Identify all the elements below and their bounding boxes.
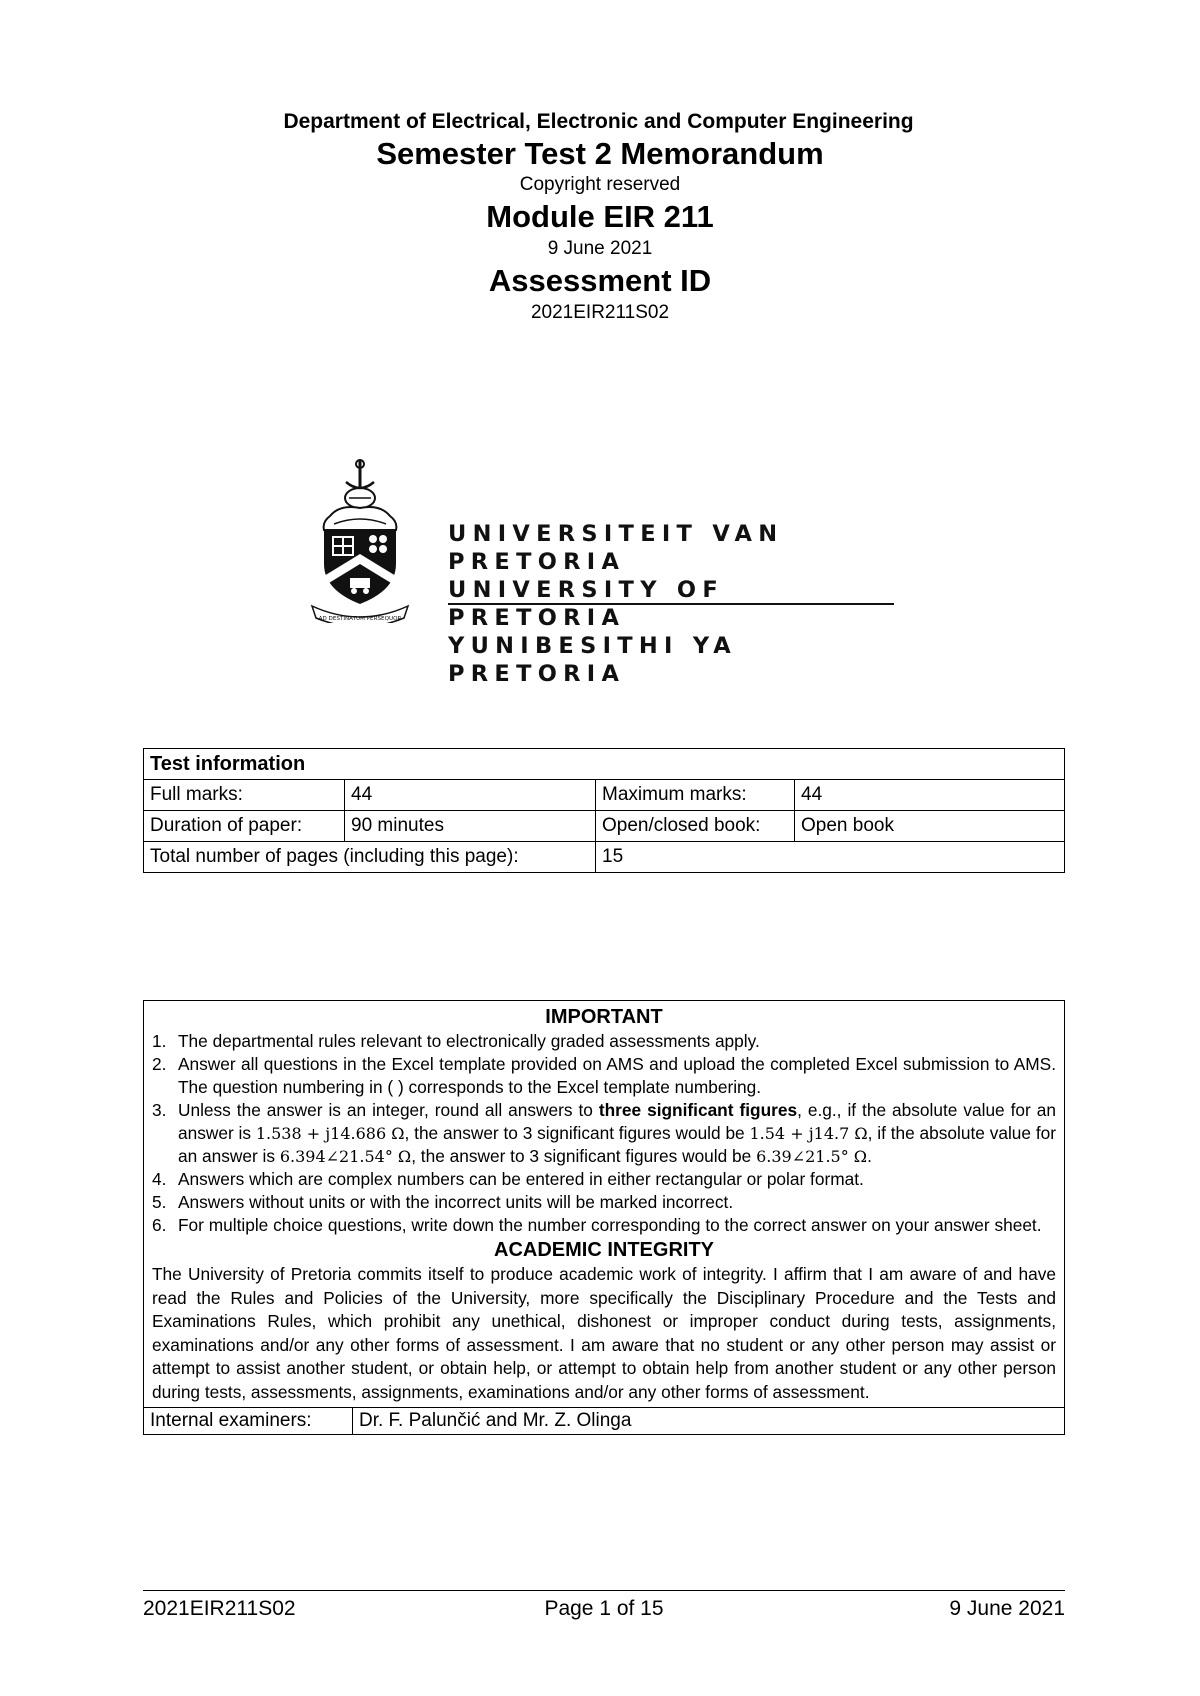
page-number: Page 1 of 15 (544, 1597, 664, 1620)
list-item: 6. For multiple choice questions, write down the number corresponding to the correct answer on your answer sheet. (152, 1215, 1042, 1235)
list-item: 1. The departmental rules relevant to electronically graded assessments apply. (152, 1031, 760, 1051)
list-item: 3. Unless the answer is an integer, round all answers to three significant figures, e.g., if the absolute value for an answer is 1.538 + j14.686 Ω, the answer to 3 significant figures would be 1.54 + j14.7 Ω, if the absolute value for an answer is 6.394∠21.54° Ω, the answer to 3 significant figures would be 6.39∠21.5° Ω. (152, 1100, 1056, 1166)
assessment-id: 2021EIR211S02 (530, 302, 670, 323)
book-label: Open/closed book: (596, 811, 795, 842)
important-heading: IMPORTANT (545, 1006, 663, 1028)
svg-text:AD DESTINATUM PERSEQUOR: AD DESTINATUM PERSEQUOR (318, 616, 402, 622)
list-item: 4. Answers which are complex numbers can be entered in either rectangular or polar format. (152, 1169, 864, 1189)
document-title: Semester Test 2 Memorandum (376, 136, 824, 171)
academic-integrity-heading: ACADEMIC INTEGRITY (494, 1239, 714, 1261)
pages-value: 15 (596, 842, 1065, 873)
copyright-notice: Copyright reserved (519, 174, 681, 195)
academic-integrity-statement: The University of Pretoria commits itself to produce academic work of integrity. I affirm that I am aware of and have read the Rules and Policies of the University, more specifically the Disciplinary Procedure and the Tests and Examinations Rules, which prohibit any unethical, dishonest or improper conduct during tests, assignments, examinations and/or any other forms of assessment. I am aware that no student or any other person may assist or attempt to assist another student, or obtain help, or attempt to obtain help from another student or any other person during tests, assessments, assignments, examinations and/or any other forms of assessment. (152, 1264, 1056, 1402)
university-name-sepedi: YUNIBESITHI YA PRETORIA (448, 633, 737, 687)
list-item: 5. Answers without units or with the incorrect units will be marked incorrect. (152, 1192, 734, 1212)
examiners-names: Dr. F. Palunčić and Mr. Z. Olinga (353, 1408, 1065, 1435)
university-name-english: UNIVERSITY OF PRETORIA (448, 577, 725, 631)
assessment-label: Assessment ID (488, 263, 712, 298)
important-instructions-box (143, 1000, 1065, 1435)
footer-assessment-id: 2021EIR211S02 (143, 1597, 296, 1620)
footer-divider (143, 1590, 1065, 1591)
test-information-table (143, 748, 1065, 873)
wordmark-underline (448, 603, 894, 605)
document-header (0, 108, 1200, 326)
pages-label: Total number of pages (including this page): (144, 842, 596, 873)
module-code: Module EIR 211 (486, 199, 714, 234)
examiners-label: Internal examiners: (144, 1408, 353, 1435)
university-name-afrikaans: UNIVERSITEIT VAN PRETORIA (448, 521, 784, 575)
duration-value: 90 minutes (345, 811, 596, 842)
university-crest-icon (310, 458, 410, 623)
max-marks-value: 44 (795, 780, 1065, 811)
test-information-heading: Test information (144, 749, 1065, 780)
instruction-list (152, 1030, 1056, 1237)
max-marks-label: Maximum marks: (596, 780, 795, 811)
department-name: Department of Electrical, Electronic and Computer Engineering (283, 110, 914, 133)
test-date: 9 June 2021 (547, 238, 653, 259)
full-marks-value: 44 (345, 780, 596, 811)
page-footer (143, 1597, 1065, 1627)
book-value: Open book (795, 811, 1065, 842)
full-marks-label: Full marks: (144, 780, 345, 811)
duration-label: Duration of paper: (144, 811, 345, 842)
footer-date: 9 June 2021 (949, 1597, 1065, 1620)
list-item: 2. Answer all questions in the Excel template provided on AMS and upload the completed Excel submission to AMS. The question numbering in ( ) corresponds to the Excel template numbering. (152, 1054, 1056, 1097)
